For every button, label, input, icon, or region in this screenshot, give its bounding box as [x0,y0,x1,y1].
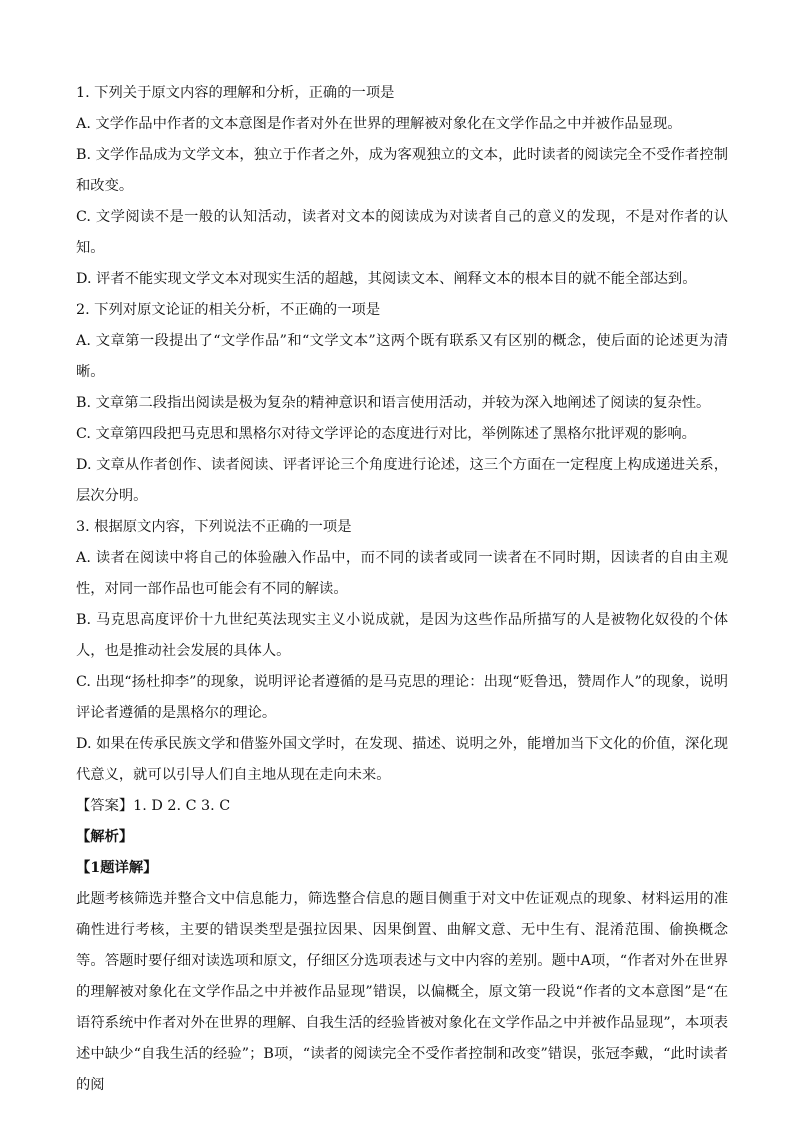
question-2-option-b: B. 文章第二段指出阅读是极为复杂的精神意识和语言使用活动，并较为深入地阐述了阅读的复杂性。 [76,395,711,411]
question-1-stem: 1. 下列关于原文内容的理解和分析，正确的一项是 [76,85,395,101]
question-2-option-a: A. 文章第一段提出了“文学作品”和“文学文本”这两个既有联系又有区别的概念，使后面的论述更为清晰。 [76,333,728,380]
question-3-option-a: A. 读者在阅读中将自己的体验融入作品中，而不同的读者或同一读者在不同时期，因读者的自由主观性，对同一部作品也可能会有不同的解读。 [76,550,728,597]
document-body [76,78,728,1101]
question-1-option-a: A. 文学作品中作者的文本意图是作者对外在世界的理解被对象化在文学作品之中并被作品显现。 [76,116,682,132]
analysis-heading: 【解析】 [76,829,134,845]
question-3-option-b: B. 马克思高度评价十九世纪英法现实主义小说成就，是因为这些作品所描写的人是被物化奴役的个体人，也是推动社会发展的具体人。 [76,612,728,659]
detail-heading: 【1题详解】 [76,860,158,876]
question-3-option-d: D. 如果在传承民族文学和借鉴外国文学时，在发现、描述、说明之外，能增加当下文化的价值，深化现代意义，就可以引导人们自主地从现在走向未来。 [76,736,728,783]
question-1-option-d: D. 评者不能实现文学文本对现实生活的超越，其阅读文本、阐释文本的根本目的就不能全部达到。 [76,271,697,287]
question-1-option-c: C. 文学阅读不是一般的认知活动，读者对文本的阅读成为对读者自己的意义的发现，不是对作者的认知。 [76,209,728,256]
question-2-stem: 2. 下列对原文论证的相关分析，不正确的一项是 [76,302,381,318]
question-2-option-d: D. 文章从作者创作、读者阅读、评者评论三个角度进行论述，这三个方面在一定程度上构成递进关系，层次分明。 [76,457,728,504]
detail-paragraph: 此题考核筛选并整合文中信息能力，筛选整合信息的题目侧重于对文中佐证观点的现象、材料运用的准确性进行考核，主要的错误类型是强拉因果、因果倒置、曲解文意、无中生有、混淆范围、偷换概念等。答题时要仔细对读选项和原文，仔细区分选项表述与文中内容的差别。题中A项，“作者对外在世界的理解被对象化在文学作品之中并被作品显现”错误，以偏概全，原文第一段说“作者的文本意图”是“在语符系统中作者对外在世界的理解、自我生活的经验皆被对象化在文学作品之中并被作品显现”，本项表述中缺少“自我生活的经验”；B项，“读者的阅读完全不受作者控制和改变”错误，张冠李戴，“此时读者的阅 [76,891,728,1093]
question-2-option-c: C. 文章第四段把马克思和黑格尔对待文学评论的态度进行对比，举例陈述了黑格尔批评观的影响。 [76,426,696,442]
answer-line: 【答案】1. D 2. C 3. C [76,798,231,814]
question-3-option-c: C. 出现“扬杜抑李”的现象，说明评论者遵循的是马克思的理论：出现“贬鲁迅，赞周作人”的现象，说明评论者遵循的是黑格尔的理论。 [76,674,728,721]
question-3-stem: 3. 根据原文内容，下列说法不正确的一项是 [76,519,352,535]
question-1-option-b: B. 文学作品成为文学文本，独立于作者之外，成为客观独立的文本，此时读者的阅读完全不受作者控制和改变。 [76,147,728,194]
